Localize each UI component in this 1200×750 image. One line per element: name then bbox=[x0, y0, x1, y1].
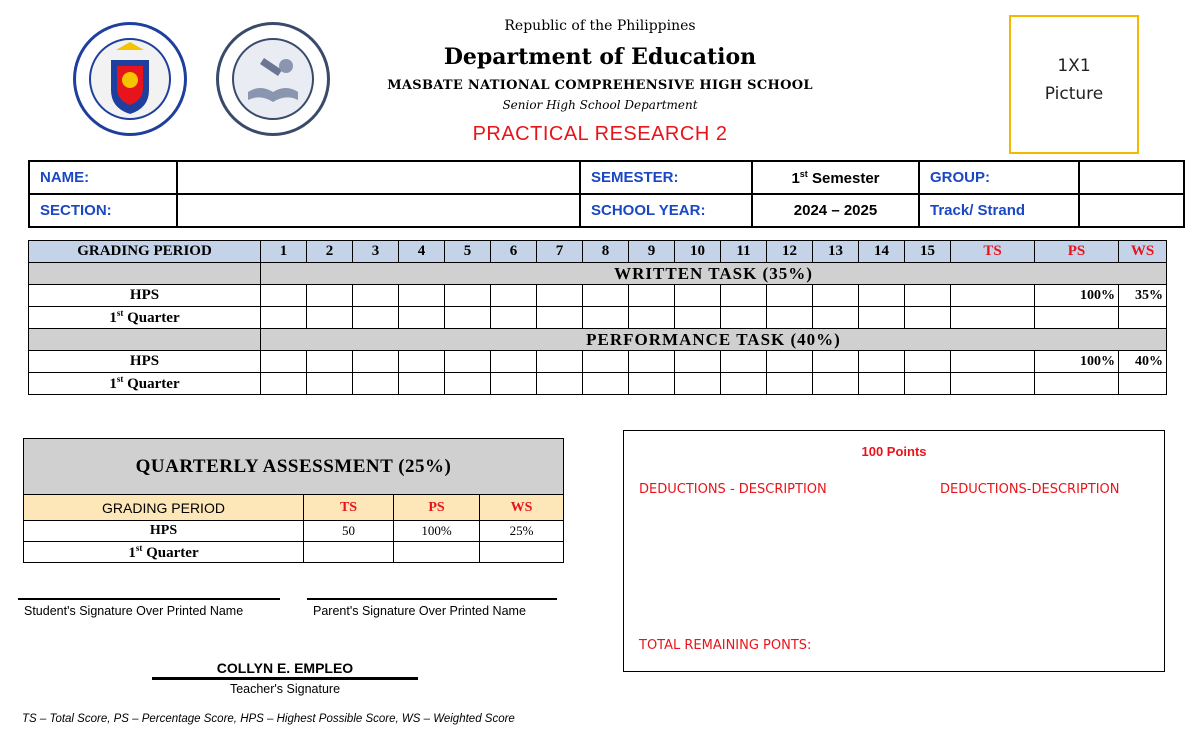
ps-cell[interactable] bbox=[1035, 307, 1119, 329]
subject-title: PRACTICAL RESEARCH 2 bbox=[472, 123, 728, 145]
qa-ts-cell[interactable] bbox=[304, 542, 394, 563]
written-task-title: WRITTEN TASK (35%) bbox=[261, 263, 1167, 285]
picture-size: 1X1 bbox=[1057, 56, 1091, 76]
score-cell[interactable] bbox=[353, 307, 399, 329]
score-cell[interactable] bbox=[675, 351, 721, 373]
score-cell[interactable] bbox=[859, 351, 905, 373]
school-year-value: 2024 – 2025 bbox=[752, 194, 919, 227]
score-cell[interactable] bbox=[721, 307, 767, 329]
abbreviation-legend: TS – Total Score, PS – Percentage Score, HPS – Highest Possible Score, WS – Weighted Score bbox=[22, 713, 515, 725]
score-cell[interactable] bbox=[813, 307, 859, 329]
score-cell[interactable] bbox=[353, 351, 399, 373]
score-cell[interactable] bbox=[261, 285, 307, 307]
column-header: 1 bbox=[261, 241, 307, 263]
score-cell[interactable] bbox=[905, 307, 951, 329]
score-cell[interactable] bbox=[813, 285, 859, 307]
score-cell[interactable] bbox=[445, 285, 491, 307]
score-cell[interactable] bbox=[537, 351, 583, 373]
deductions-description-right: DEDUCTIONS-DESCRIPTION bbox=[940, 482, 1120, 497]
column-header: 14 bbox=[859, 241, 905, 263]
qa-ws-cell[interactable] bbox=[480, 542, 564, 563]
score-cell[interactable] bbox=[445, 373, 491, 395]
qa-hps-ws: 25% bbox=[480, 521, 564, 542]
teacher-signature-label: Teacher's Signature bbox=[229, 682, 341, 696]
qa-quarter-label: 1st Quarter bbox=[24, 542, 304, 563]
school-name: MASBATE NATIONAL COMPREHENSIVE HIGH SCHOOL bbox=[387, 78, 813, 93]
score-cell[interactable] bbox=[445, 307, 491, 329]
section-label: SECTION: bbox=[29, 194, 177, 227]
total-points: 100 Points bbox=[861, 444, 927, 459]
score-cell[interactable] bbox=[629, 307, 675, 329]
qa-hps-label: HPS bbox=[24, 521, 304, 542]
score-cell[interactable] bbox=[399, 351, 445, 373]
ps-cell[interactable] bbox=[1035, 373, 1119, 395]
score-cell[interactable] bbox=[491, 307, 537, 329]
column-header: 13 bbox=[813, 241, 859, 263]
score-cell[interactable] bbox=[491, 351, 537, 373]
score-cell[interactable] bbox=[905, 373, 951, 395]
performance-task-row bbox=[29, 329, 1167, 351]
written-hps-ps: 100% bbox=[1035, 285, 1119, 307]
qa-ts-header: TS bbox=[304, 495, 394, 521]
semester-label: SEMESTER: bbox=[580, 161, 752, 194]
score-cell[interactable] bbox=[813, 373, 859, 395]
qa-hps-ts: 50 bbox=[304, 521, 394, 542]
ts-cell[interactable] bbox=[951, 307, 1035, 329]
score-cell[interactable] bbox=[767, 285, 813, 307]
student-signature-label: Student's Signature Over Printed Name bbox=[24, 604, 244, 618]
score-cell[interactable] bbox=[307, 285, 353, 307]
total-remaining-points: TOTAL REMAINING PONTS: bbox=[639, 638, 812, 653]
score-cell[interactable] bbox=[905, 285, 951, 307]
quarterly-assessment-title: QUARTERLY ASSESSMENT (25%) bbox=[24, 439, 564, 495]
score-cell[interactable] bbox=[767, 373, 813, 395]
name-field[interactable] bbox=[177, 161, 580, 194]
column-header: 8 bbox=[583, 241, 629, 263]
score-cell[interactable] bbox=[675, 285, 721, 307]
student-info-table bbox=[28, 160, 1185, 228]
qa-ws-header: WS bbox=[480, 495, 564, 521]
ts-cell[interactable] bbox=[951, 351, 1035, 373]
track-strand-field[interactable] bbox=[1079, 194, 1184, 227]
column-header: 6 bbox=[491, 241, 537, 263]
score-cell[interactable] bbox=[721, 285, 767, 307]
written-quarter-row bbox=[29, 307, 1167, 329]
score-cell[interactable] bbox=[905, 351, 951, 373]
republic-heading: Republic of the Philippines bbox=[504, 18, 696, 34]
score-cell[interactable] bbox=[491, 373, 537, 395]
school-year-label: SCHOOL YEAR: bbox=[580, 194, 752, 227]
written-task-row bbox=[29, 263, 1167, 285]
qa-grading-period-label: GRADING PERIOD bbox=[24, 495, 304, 521]
deductions-description-left: DEDUCTIONS - DESCRIPTION bbox=[639, 482, 827, 497]
track-strand-label: Track/ Strand bbox=[919, 194, 1079, 227]
score-cell[interactable] bbox=[445, 351, 491, 373]
ts-cell[interactable] bbox=[951, 285, 1035, 307]
score-cell[interactable] bbox=[629, 285, 675, 307]
column-header: 2 bbox=[307, 241, 353, 263]
column-header: 15 bbox=[905, 241, 951, 263]
score-cell[interactable] bbox=[675, 373, 721, 395]
teacher-name: COLLYN E. EMPLEO bbox=[216, 660, 354, 676]
score-cell[interactable] bbox=[859, 285, 905, 307]
performance-hps-ps: 100% bbox=[1035, 351, 1119, 373]
deductions-box bbox=[623, 430, 1165, 672]
parent-signature-label: Parent's Signature Over Printed Name bbox=[313, 604, 526, 618]
written-hps-row bbox=[29, 285, 1167, 307]
ws-cell[interactable] bbox=[1119, 373, 1167, 395]
score-cell[interactable] bbox=[537, 373, 583, 395]
column-header: 3 bbox=[353, 241, 399, 263]
score-cell[interactable] bbox=[859, 373, 905, 395]
score-cell[interactable] bbox=[583, 373, 629, 395]
score-cell[interactable] bbox=[721, 351, 767, 373]
ts-cell[interactable] bbox=[951, 373, 1035, 395]
score-cell[interactable] bbox=[767, 307, 813, 329]
department-unit: Senior High School Department bbox=[502, 98, 698, 112]
qa-ps-header: PS bbox=[394, 495, 480, 521]
group-label: GROUP: bbox=[919, 161, 1079, 194]
quarterly-assessment-table bbox=[23, 438, 564, 563]
score-cell[interactable] bbox=[583, 307, 629, 329]
column-header: 10 bbox=[675, 241, 721, 263]
semester-value: 1st Semester bbox=[752, 161, 919, 194]
qa-hps-ps: 100% bbox=[394, 521, 480, 542]
performance-hps-row bbox=[29, 351, 1167, 373]
ts-header: TS bbox=[951, 241, 1035, 263]
group-field[interactable] bbox=[1079, 161, 1184, 194]
score-cell[interactable] bbox=[767, 351, 813, 373]
score-cell[interactable] bbox=[399, 373, 445, 395]
performance-quarter-row bbox=[29, 373, 1167, 395]
score-cell[interactable] bbox=[307, 307, 353, 329]
score-cell[interactable] bbox=[399, 285, 445, 307]
score-cell[interactable] bbox=[261, 351, 307, 373]
column-header: 11 bbox=[721, 241, 767, 263]
qa-ps-cell[interactable] bbox=[394, 542, 480, 563]
score-cell[interactable] bbox=[859, 307, 905, 329]
student-signature-line bbox=[18, 598, 280, 600]
performance-hps-ws: 40% bbox=[1119, 351, 1167, 373]
parent-signature-line bbox=[307, 598, 557, 600]
performance-hps-label: HPS bbox=[29, 351, 261, 373]
picture-placeholder bbox=[1009, 15, 1139, 154]
score-cell[interactable] bbox=[537, 307, 583, 329]
performance-quarter-label: 1st Quarter bbox=[29, 373, 261, 395]
score-cell[interactable] bbox=[583, 351, 629, 373]
section-field[interactable] bbox=[177, 194, 580, 227]
score-cell[interactable] bbox=[307, 373, 353, 395]
score-cell[interactable] bbox=[261, 307, 307, 329]
score-cell[interactable] bbox=[307, 351, 353, 373]
score-cell[interactable] bbox=[629, 373, 675, 395]
grading-period-label: GRADING PERIOD bbox=[29, 241, 261, 263]
grading-table bbox=[28, 240, 1167, 395]
score-cell[interactable] bbox=[353, 373, 399, 395]
grading-header-row bbox=[29, 241, 1167, 263]
department-heading: Department of Education bbox=[443, 44, 757, 70]
score-cell[interactable] bbox=[629, 351, 675, 373]
name-label: NAME: bbox=[29, 161, 177, 194]
column-header: 4 bbox=[399, 241, 445, 263]
score-cell[interactable] bbox=[583, 285, 629, 307]
written-quarter-label: 1st Quarter bbox=[29, 307, 261, 329]
score-cell[interactable] bbox=[353, 285, 399, 307]
column-header: 9 bbox=[629, 241, 675, 263]
score-cell[interactable] bbox=[491, 285, 537, 307]
written-hps-ws: 35% bbox=[1119, 285, 1167, 307]
column-header: 7 bbox=[537, 241, 583, 263]
picture-label: Picture bbox=[1044, 84, 1104, 104]
ws-header: WS bbox=[1119, 241, 1167, 263]
teacher-signature-line bbox=[152, 677, 418, 680]
written-hps-label: HPS bbox=[29, 285, 261, 307]
score-cell[interactable] bbox=[261, 373, 307, 395]
score-cell[interactable] bbox=[537, 285, 583, 307]
column-header: 12 bbox=[767, 241, 813, 263]
column-header: 5 bbox=[445, 241, 491, 263]
performance-task-title: PERFORMANCE TASK (40%) bbox=[261, 329, 1167, 351]
score-cell[interactable] bbox=[813, 351, 859, 373]
ps-header: PS bbox=[1035, 241, 1119, 263]
score-cell[interactable] bbox=[721, 373, 767, 395]
score-cell[interactable] bbox=[399, 307, 445, 329]
score-cell[interactable] bbox=[675, 307, 721, 329]
ws-cell[interactable] bbox=[1119, 307, 1167, 329]
